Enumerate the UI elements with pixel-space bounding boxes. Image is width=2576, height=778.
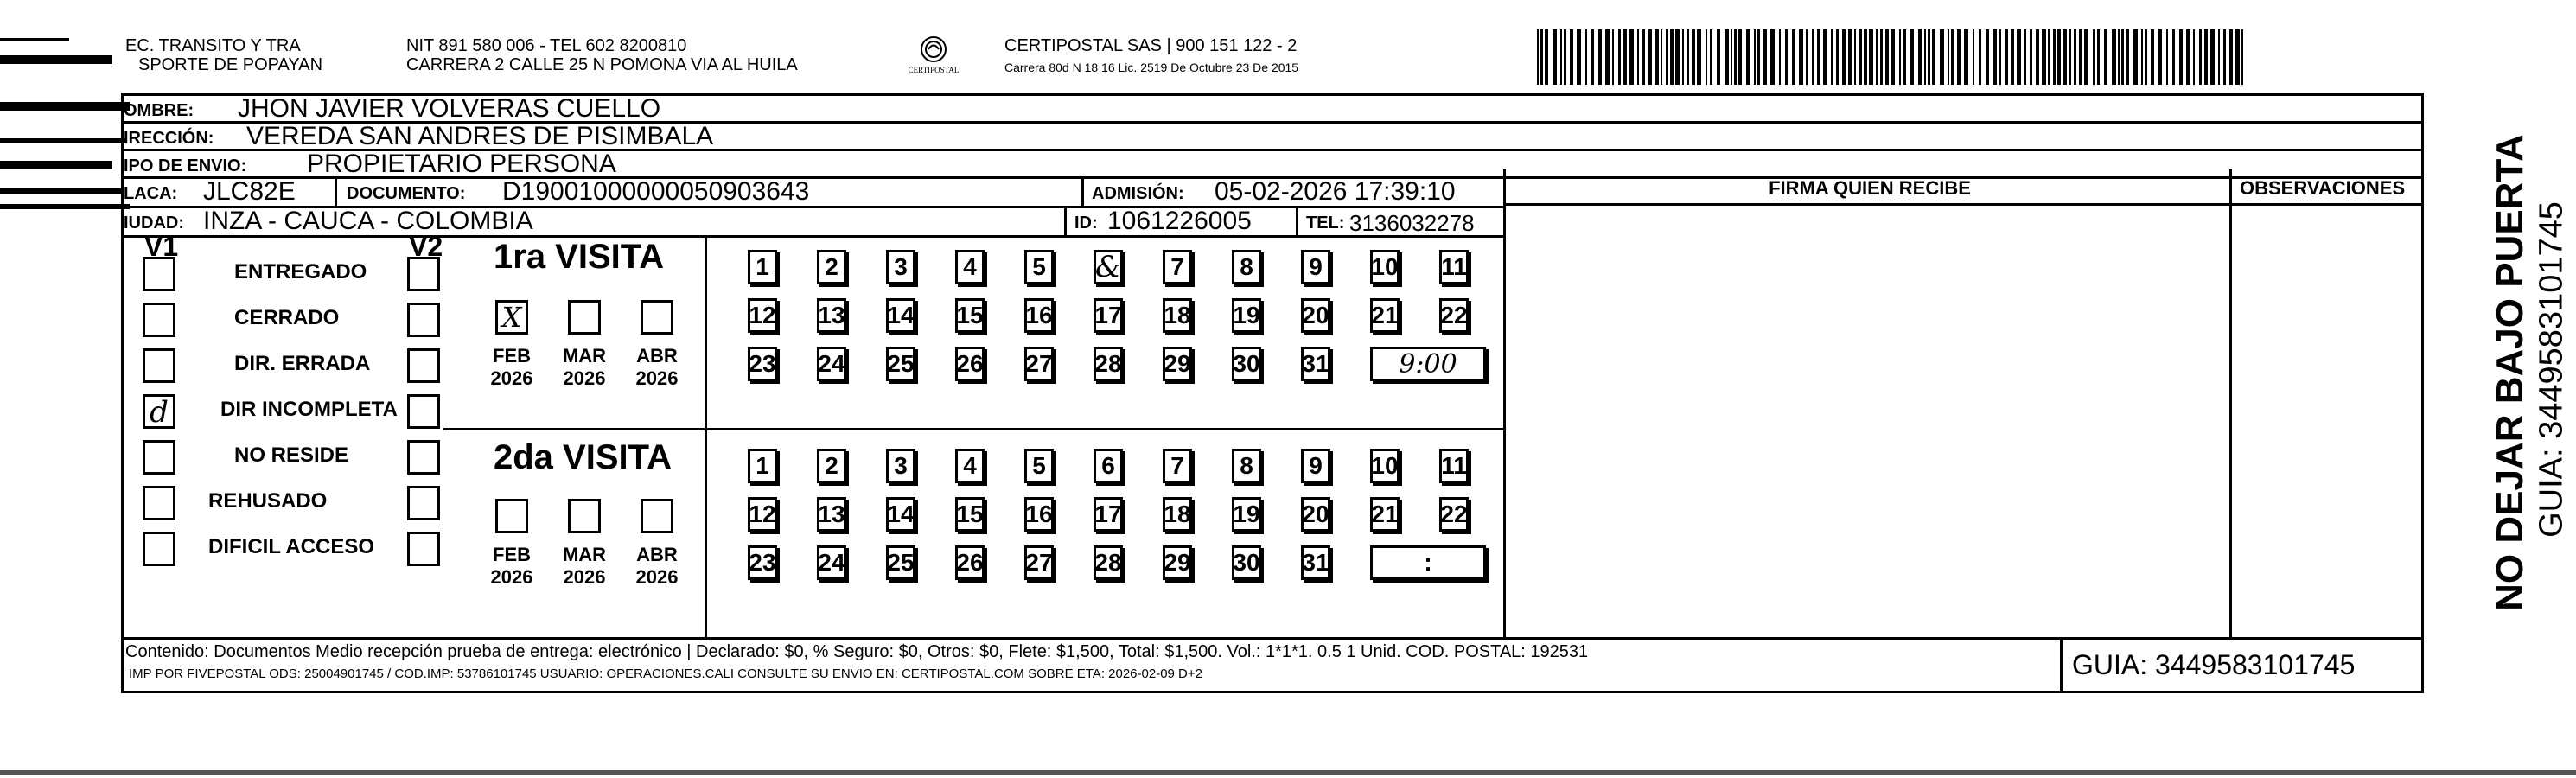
day-box[interactable]: 13 <box>817 298 846 333</box>
visit2-block-divider <box>705 428 707 637</box>
tipo-value: PROPIETARIO PERSONA <box>307 150 616 178</box>
header-row-bottom <box>1503 203 2421 206</box>
month-label: MAR <box>562 544 607 565</box>
v2-checkbox[interactable] <box>407 394 440 429</box>
firma-column <box>1503 169 1506 637</box>
ciudad-row <box>124 208 1503 238</box>
scan-streak <box>0 102 130 111</box>
day-box[interactable]: 31 <box>1301 347 1330 381</box>
day-box[interactable]: 9 <box>1301 250 1330 284</box>
day-box[interactable]: 28 <box>1094 545 1123 580</box>
day-box[interactable]: 18 <box>1163 298 1192 333</box>
v1-checkbox[interactable] <box>143 532 175 566</box>
v2-label: V2 <box>409 231 443 262</box>
day-box[interactable]: 25 <box>886 347 915 381</box>
company-line-2: SPORTE DE POPAYAN <box>138 55 323 74</box>
nombre-value: JHON JAVIER VOLVERAS CUELLO <box>238 94 661 123</box>
day-box[interactable]: 27 <box>1024 545 1054 580</box>
nombre-row <box>124 96 2421 124</box>
v2-checkbox[interactable] <box>407 440 440 475</box>
status-label: ENTREGADO <box>234 260 367 284</box>
month-label: FEB <box>493 544 531 565</box>
month-label: ABR <box>636 544 678 565</box>
scan-streak <box>0 188 121 194</box>
side-warning <box>2420 95 2576 700</box>
day-box[interactable]: 24 <box>817 545 846 580</box>
id-label: ID: <box>1074 214 1098 233</box>
carrier-line-2: Carrera 80d N 18 16 Lic. 2519 De Octubre 23 De 2015 <box>1004 61 1299 74</box>
month-label: MAR <box>562 345 607 367</box>
status-label: DIR. ERRADA <box>234 352 371 375</box>
firma-header: FIRMA QUIEN RECIBE <box>1769 177 1971 199</box>
v2-checkbox[interactable] <box>407 532 440 566</box>
v1-checkbox[interactable] <box>143 303 175 337</box>
day-box[interactable]: 19 <box>1232 497 1261 532</box>
day-box[interactable]: 19 <box>1232 298 1261 333</box>
footer-top-rule <box>124 637 2421 640</box>
v2-checkbox[interactable] <box>407 486 440 520</box>
v1-checkbox[interactable] <box>143 348 175 383</box>
day-box[interactable]: 25 <box>886 545 915 580</box>
day-box[interactable]: 4 <box>955 250 985 284</box>
placa-divider <box>335 179 337 208</box>
day-box[interactable]: 23 <box>748 347 777 381</box>
month-checkbox[interactable] <box>568 300 601 335</box>
day-box[interactable]: 17 <box>1094 497 1123 532</box>
tipo-label: IPO DE ENVIO: <box>124 156 247 175</box>
nit-line: NIT 891 580 006 - TEL 602 8200810 <box>406 36 687 55</box>
day-box[interactable]: 29 <box>1163 347 1192 381</box>
v2-checkbox[interactable] <box>407 257 440 291</box>
side-guia-text: GUIA: 3449583101745 <box>2533 201 2570 538</box>
day-box[interactable]: 2 <box>817 250 846 284</box>
scan-streak <box>0 138 125 143</box>
tel-label: TEL: <box>1306 214 1345 233</box>
id-value: 1061226005 <box>1107 207 1252 235</box>
status-label: NO RESIDE <box>234 443 349 467</box>
company-line-1: EC. TRANSITO Y TRA <box>125 36 301 55</box>
nombre-label: OMBRE: <box>124 101 194 120</box>
month-year: 2026 <box>635 367 679 389</box>
day-box[interactable]: 14 <box>886 298 915 333</box>
month-year: 2026 <box>563 367 606 389</box>
no-dejar-text: NO DEJAR BAJO PUERTA <box>2489 134 2531 611</box>
day-box[interactable]: 30 <box>1232 347 1261 381</box>
placa-value: JLC82E <box>203 177 296 206</box>
guia-box-divider <box>2060 637 2063 691</box>
day-box[interactable]: 13 <box>817 497 846 532</box>
svg-text:CERTIPOSTAL: CERTIPOSTAL <box>908 66 960 74</box>
ciudad-value: INZA - CAUCA - COLOMBIA <box>203 207 533 235</box>
footer-line-1: Contenido: Documentos Medio recepción prueba de entrega: electrónico | Declarado: $0, % Seguro: $0, Otros: $0, Flete: $1,500, Total: $1,500. Vol.: 1*1*1. 0.5 1 Unid. COD. POSTAL: 192531 <box>125 642 1589 661</box>
guia-box: GUIA: 3449583101745 <box>2072 649 2356 680</box>
visit1-title: 1ra VISITA <box>494 238 665 276</box>
v1-checkbox[interactable]: d <box>143 394 175 429</box>
status-label: CERRADO <box>234 306 340 329</box>
month-checkbox[interactable] <box>568 499 601 533</box>
observaciones-column-divider <box>2229 169 2232 637</box>
day-box[interactable]: 16 <box>1024 298 1054 333</box>
delivery-form <box>121 93 2424 693</box>
tel-value: 3136032278 <box>1349 210 1475 236</box>
placa-row <box>124 179 1503 208</box>
direccion-row <box>124 124 2421 151</box>
v1-checkbox[interactable] <box>143 257 175 291</box>
v2-checkbox[interactable] <box>407 303 440 337</box>
tipo-row <box>124 151 2421 179</box>
v2-checkbox[interactable] <box>407 348 440 383</box>
day-box[interactable]: 12 <box>748 497 777 532</box>
day-box[interactable]: 30 <box>1232 545 1261 580</box>
day-box[interactable]: 29 <box>1163 545 1192 580</box>
day-box[interactable]: 12 <box>748 298 777 333</box>
status-section <box>124 231 1503 637</box>
status-label: DIR INCOMPLETA <box>220 398 398 421</box>
day-box[interactable]: 3 <box>886 449 915 483</box>
day-box[interactable]: 26 <box>955 545 985 580</box>
day-box[interactable]: 16 <box>1024 497 1054 532</box>
month-label: FEB <box>493 345 531 367</box>
admision-label: ADMISIÓN: <box>1092 184 1184 203</box>
direccion-value: VEREDA SAN ANDRES DE PISIMBALA <box>246 122 714 150</box>
month-year: 2026 <box>563 566 606 588</box>
month-year: 2026 <box>490 367 533 389</box>
day-box[interactable]: 31 <box>1301 545 1330 580</box>
month-label: ABR <box>636 345 678 367</box>
month-checkbox[interactable] <box>641 499 673 533</box>
id-divider <box>1064 208 1067 238</box>
v1-checkbox[interactable] <box>143 486 175 520</box>
scan-streak <box>0 38 69 41</box>
day-box[interactable]: 21 <box>1370 298 1400 333</box>
admision-divider <box>1081 179 1084 208</box>
day-box[interactable]: 10 <box>1370 250 1400 284</box>
visit-block-divider <box>705 238 707 428</box>
day-box[interactable]: 22 <box>1439 298 1469 333</box>
v1-label: V1 <box>144 231 179 262</box>
day-box[interactable]: 24 <box>817 347 846 381</box>
day-box[interactable]: 1 <box>748 250 777 284</box>
certipostal-logo <box>899 35 968 78</box>
day-box[interactable]: 2 <box>817 449 846 483</box>
day-box[interactable]: 27 <box>1024 347 1054 381</box>
month-checkbox[interactable] <box>641 300 673 335</box>
scan-streak <box>0 770 2576 775</box>
day-box[interactable]: 11 <box>1439 449 1469 483</box>
day-box[interactable]: 7 <box>1163 449 1192 483</box>
day-box[interactable]: 8 <box>1232 449 1261 483</box>
month-checkbox[interactable] <box>495 499 528 533</box>
documento-label: DOCUMENTO: <box>347 184 466 203</box>
day-box[interactable]: 9 <box>1301 449 1330 483</box>
day-box[interactable]: 20 <box>1301 298 1330 333</box>
day-box[interactable]: 5 <box>1024 250 1054 284</box>
scan-streak <box>0 161 112 169</box>
admision-value: 05-02-2026 17:39:10 <box>1215 177 1456 206</box>
day-box[interactable]: 6 <box>1094 449 1123 483</box>
day-box[interactable]: 17 <box>1094 298 1123 333</box>
address-line: CARRERA 2 CALLE 25 N POMONA VIA AL HUILA <box>406 55 798 74</box>
ciudad-label: IUDAD: <box>124 214 184 233</box>
scan-streak <box>0 204 130 209</box>
status-label: REHUSADO <box>208 489 328 513</box>
visit2-title: 2da VISITA <box>494 438 672 476</box>
visit-separator <box>443 428 1503 430</box>
day-box[interactable]: 15 <box>955 497 985 532</box>
scan-streak <box>0 55 112 64</box>
direccion-label: IRECCIÓN: <box>124 129 214 148</box>
status-label: DIFICIL ACCESO <box>208 535 375 558</box>
month-checkbox[interactable]: X <box>495 300 528 335</box>
barcode <box>1537 29 2249 85</box>
day-box[interactable]: 20 <box>1301 497 1330 532</box>
month-year: 2026 <box>490 566 533 588</box>
day-box[interactable]: 5 <box>1024 449 1054 483</box>
day-box[interactable]: 23 <box>748 545 777 580</box>
day-box[interactable]: 3 <box>886 250 915 284</box>
time-box[interactable]: : <box>1370 545 1486 580</box>
observaciones-header: OBSERVACIONES <box>2240 177 2406 199</box>
tel-divider <box>1296 208 1298 238</box>
v1-checkbox[interactable] <box>143 440 175 475</box>
footer-line-2: IMP POR FIVEPOSTAL ODS: 25004901745 / COD.IMP: 53786101745 USUARIO: OPERACIONES.CALI CONSULTE SU ENVIO EN: CERTIPOSTAL.COM SOBRE ETA: 2026-02-09 D+2 <box>129 666 1202 681</box>
placa-label: LACA: <box>124 184 178 203</box>
day-box[interactable]: 4 <box>955 449 985 483</box>
day-box[interactable]: 26 <box>955 347 985 381</box>
day-box[interactable]: 28 <box>1094 347 1123 381</box>
day-box[interactable]: 1 <box>748 449 777 483</box>
day-box[interactable]: & <box>1094 250 1122 284</box>
day-box[interactable]: 15 <box>955 298 985 333</box>
day-box[interactable]: 21 <box>1370 497 1400 532</box>
day-box[interactable]: 8 <box>1232 250 1261 284</box>
documento-value: D19001000000050903643 <box>502 177 810 206</box>
day-box[interactable]: 11 <box>1439 250 1469 284</box>
carrier-line-1: CERTIPOSTAL SAS | 900 151 122 - 2 <box>1004 36 1298 55</box>
day-box[interactable]: 22 <box>1439 497 1469 532</box>
day-box[interactable]: 10 <box>1370 449 1400 483</box>
time-box[interactable]: 9:00 <box>1370 347 1486 381</box>
day-box[interactable]: 14 <box>886 497 915 532</box>
month-year: 2026 <box>635 566 679 588</box>
day-box[interactable]: 18 <box>1163 497 1192 532</box>
day-box[interactable]: 7 <box>1163 250 1192 284</box>
